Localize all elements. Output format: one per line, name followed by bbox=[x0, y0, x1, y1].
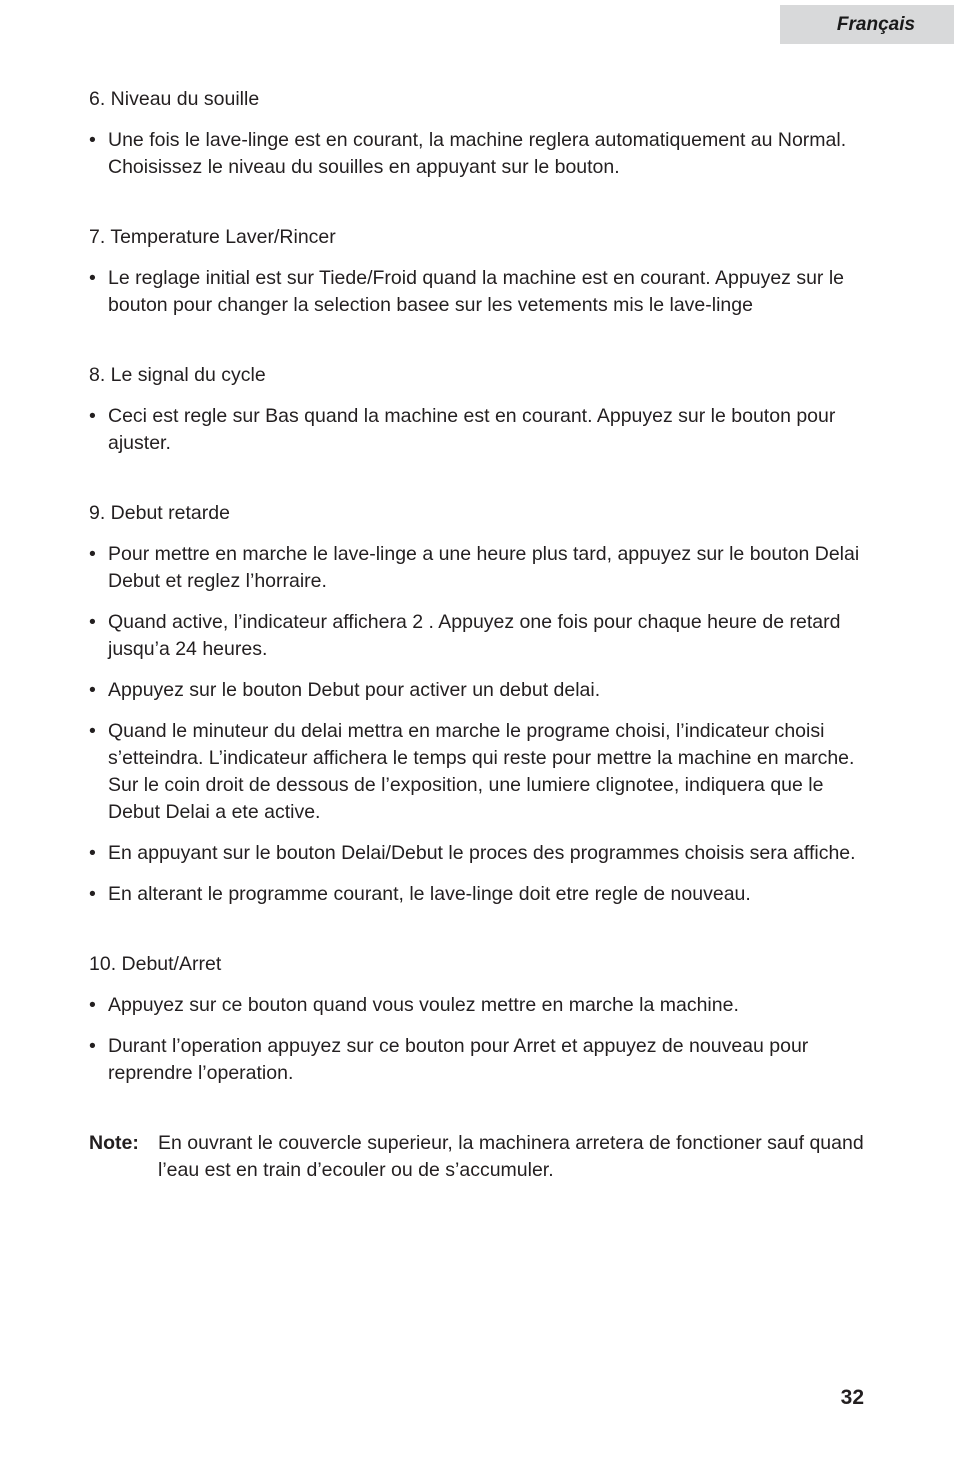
bullet-list bbox=[89, 265, 869, 319]
note-text: En ouvrant le couvercle superieur, la machinera arretera de fonctioner sauf quand l’eau est en train d’ecouler ou de s’accumuler. bbox=[158, 1132, 864, 1181]
section-delay-start bbox=[89, 500, 869, 908]
page-content bbox=[89, 86, 869, 1184]
section-heading: 9. Debut retarde bbox=[89, 502, 230, 524]
section-heading: 6. Niveau du souille bbox=[89, 88, 260, 110]
section-heading: 8. Le signal du cycle bbox=[89, 364, 266, 386]
section-heading: 10. Debut/Arret bbox=[89, 953, 222, 975]
bullet-item: • Appuyez sur le bouton Debut pour activer un debut delai. bbox=[89, 677, 869, 704]
bullet-item: • Quand active, l’indicateur affichera 2 . Appuyez one fois pour chaque heure de retard jusqu’a 24 heures. bbox=[89, 609, 869, 663]
section-start-stop bbox=[89, 951, 869, 1087]
section-wash-rinse-temperature bbox=[89, 224, 869, 319]
language-tab bbox=[780, 5, 954, 44]
bullet-item: • Pour mettre en marche le lave-linge a une heure plus tard, appuyez sur le bouton Delai Debut et reglez l’horraire. bbox=[89, 541, 869, 595]
bullet-item: • En alterant le programme courant, le lave-linge doit etre regle de nouveau. bbox=[89, 881, 869, 908]
bullet-item: • En appuyant sur le bouton Delai/Debut le proces des programmes choisis sera affiche. bbox=[89, 840, 869, 867]
bullet-list bbox=[89, 541, 869, 908]
bullet-item: • Le reglage initial est sur Tiede/Froid quand la machine est en courant. Appuyez sur le bouton pour changer la selection basee sur les vetements mis le lave-linge bbox=[89, 265, 869, 319]
section-heading: 7. Temperature Laver/Rincer bbox=[89, 226, 336, 248]
bullet-item: • Ceci est regle sur Bas quand la machine est en courant. Appuyez sur le bouton pour ajuster. bbox=[89, 403, 869, 457]
section-cycle-signal bbox=[89, 362, 869, 457]
bullet-item: • Appuyez sur ce bouton quand vous voulez mettre en marche la machine. bbox=[89, 992, 869, 1019]
note-label: Note: bbox=[89, 1132, 139, 1154]
bullet-list bbox=[89, 127, 869, 181]
section-soil-level bbox=[89, 86, 869, 181]
bullet-list bbox=[89, 992, 869, 1087]
bullet-item: • Une fois le lave-linge est en courant, la machine reglera automatiquement au Normal. Choisissez le niveau du souilles en appuyant sur le bouton. bbox=[89, 127, 869, 181]
bullet-item: • Quand le minuteur du delai mettra en marche le programe choisi, l’indicateur choisi s’etteindra. L’indicateur affichera le temps qui reste pour mettre la machine en marche. Sur le coin droit de dessous de l’exposition, une lumiere clignotee, indiquera que le Debut Delai a ete active. bbox=[89, 718, 869, 826]
bullet-item: • Durant l’operation appuyez sur ce bouton pour Arret et appuyez de nouveau pour reprendre l’operation. bbox=[89, 1033, 869, 1087]
page-number: 32 bbox=[840, 1386, 864, 1409]
bullet-list bbox=[89, 403, 869, 457]
note-block bbox=[89, 1130, 869, 1184]
language-label: Français bbox=[836, 13, 916, 35]
